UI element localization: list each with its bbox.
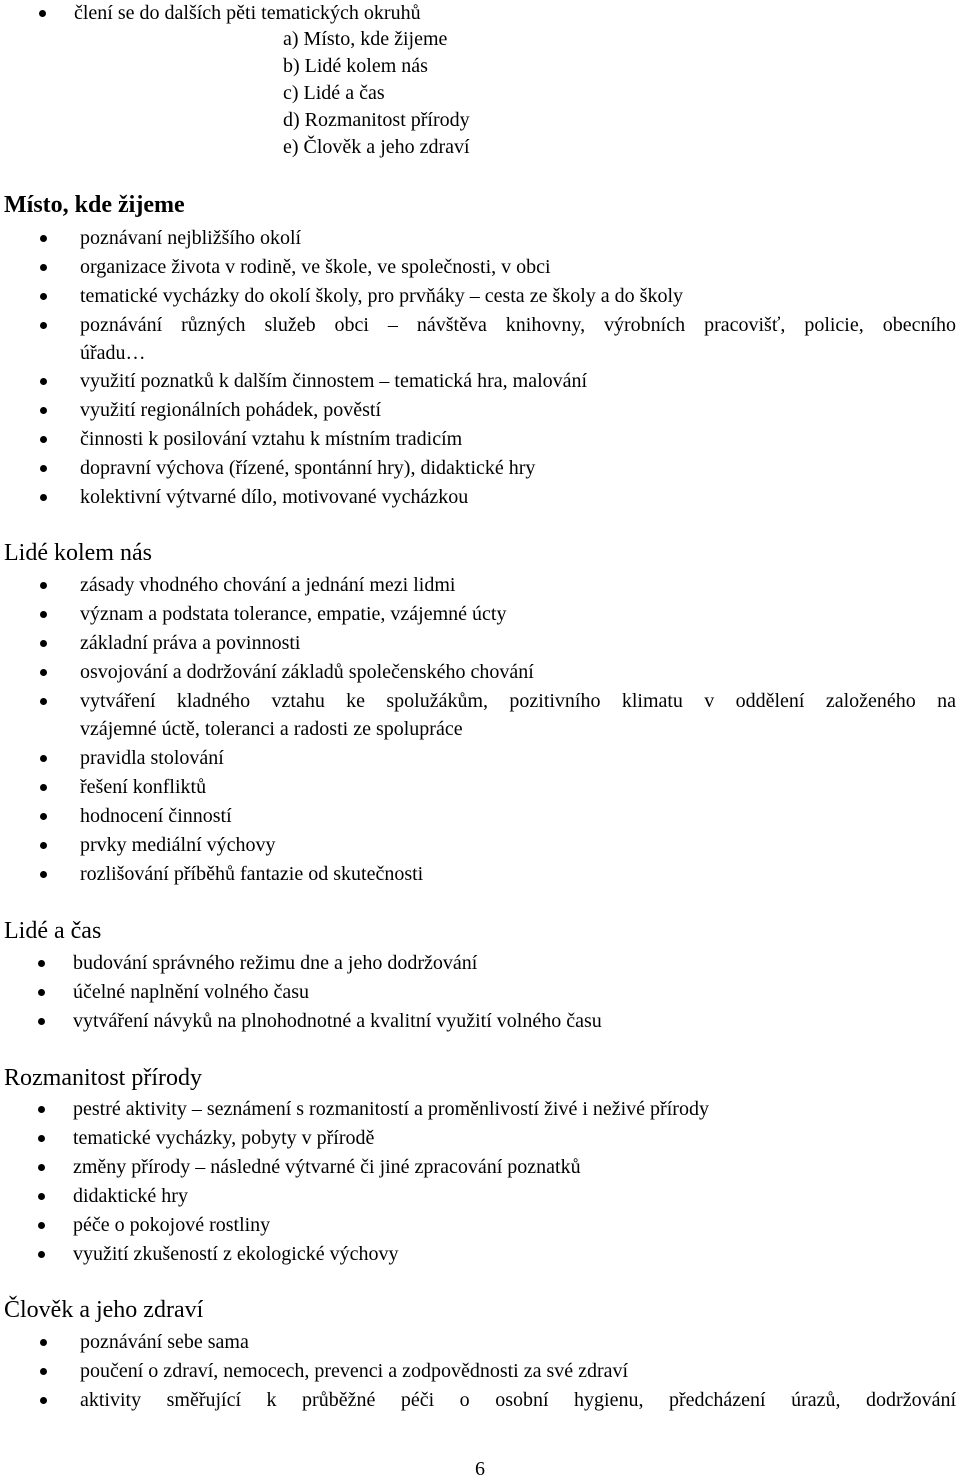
intro-sub-item: a) Místo, kde žijeme bbox=[283, 28, 448, 50]
bullet-icon bbox=[40, 235, 47, 242]
list-item-text: poznávání sebe sama bbox=[80, 1331, 249, 1353]
list-item-text: vytváření kladného vztahu ke spolužákům, pozitivního klimatu v oddělení založeného na bbox=[80, 690, 956, 712]
list-item-text: činnosti k posilování vztahu k místním tradicím bbox=[80, 428, 463, 450]
bullet-icon bbox=[40, 582, 47, 589]
intro-sub-item: d) Rozmanitost přírody bbox=[283, 109, 470, 131]
bullet-icon bbox=[40, 640, 47, 647]
bullet-icon bbox=[40, 378, 47, 385]
bullet-icon bbox=[38, 1018, 45, 1025]
section-heading: Místo, kde žijeme bbox=[4, 192, 185, 218]
list-item-text: změny přírody – následné výtvarné či jiné zpracování poznatků bbox=[73, 1156, 581, 1178]
bullet-icon bbox=[38, 1164, 45, 1171]
list-item-text: dopravní výchova (řízené, spontánní hry), didaktické hry bbox=[80, 457, 536, 479]
list-item-text: tematické vycházky do okolí školy, pro prvňáky – cesta ze školy a do školy bbox=[80, 285, 683, 307]
bullet-icon bbox=[40, 494, 47, 501]
bullet-icon bbox=[40, 784, 47, 791]
intro-sub-item: c) Lidé a čas bbox=[283, 82, 385, 104]
list-item-text: poznávání různých služeb obci – návštěva knihovny, výrobních pracovišť, policie, obecního bbox=[80, 314, 956, 336]
list-item-text: využití poznatků k dalším činnostem – tematická hra, malování bbox=[80, 370, 588, 392]
section-heading: Lidé a čas bbox=[4, 918, 102, 944]
bullet-icon bbox=[40, 813, 47, 820]
bullet-icon bbox=[40, 611, 47, 618]
list-item-text: zásady vhodného chování a jednání mezi lidmi bbox=[80, 574, 456, 596]
list-item-text: poznávaní nejbližšího okolí bbox=[80, 227, 302, 249]
bullet-icon bbox=[40, 871, 47, 878]
list-item-text: význam a podstata tolerance, empatie, vzájemné úcty bbox=[80, 603, 507, 625]
bullet-icon bbox=[39, 10, 46, 17]
list-item-text: vytváření návyků na plnohodnotné a kvalitní využití volného času bbox=[73, 1010, 602, 1032]
list-item-text: prvky mediální výchovy bbox=[80, 834, 276, 856]
bullet-icon bbox=[38, 960, 45, 967]
list-item-text: poučení o zdraví, nemocech, prevenci a zodpovědnosti za své zdraví bbox=[80, 1360, 629, 1382]
bullet-icon bbox=[38, 1106, 45, 1113]
bullet-icon bbox=[40, 293, 47, 300]
section-heading: Člověk a jeho zdraví bbox=[4, 1297, 204, 1323]
list-item-text: využití zkušeností z ekologické výchovy bbox=[73, 1243, 399, 1265]
bullet-icon bbox=[38, 1222, 45, 1229]
bullet-icon bbox=[40, 1397, 47, 1404]
page-number: 6 bbox=[475, 1458, 485, 1480]
list-item-text: tematické vycházky, pobyty v přírodě bbox=[73, 1127, 375, 1149]
section-heading: Lidé kolem nás bbox=[4, 540, 152, 566]
bullet-icon bbox=[40, 436, 47, 443]
bullet-icon bbox=[38, 1193, 45, 1200]
list-item-text: pravidla stolování bbox=[80, 747, 224, 769]
list-item-text: hodnocení činností bbox=[80, 805, 232, 827]
bullet-icon bbox=[40, 842, 47, 849]
list-item-text: pestré aktivity – seznámení s rozmanitostí a proměnlivostí živé i neživé přírody bbox=[73, 1098, 709, 1120]
list-item-text: využití regionálních pohádek, pověstí bbox=[80, 399, 382, 421]
list-item-text: účelné naplnění volného času bbox=[73, 981, 310, 1003]
bullet-icon bbox=[38, 1135, 45, 1142]
bullet-icon bbox=[40, 755, 47, 762]
list-item-text: kolektivní výtvarné dílo, motivované vycházkou bbox=[80, 486, 469, 508]
list-item-text: organizace života v rodině, ve škole, ve společnosti, v obci bbox=[80, 256, 551, 278]
bullet-icon bbox=[40, 407, 47, 414]
bullet-icon bbox=[40, 264, 47, 271]
list-item-text: osvojování a dodržování základů společenského chování bbox=[80, 661, 534, 683]
intro-text: člení se do dalších pěti tematických okruhů bbox=[74, 2, 421, 24]
list-item-text: didaktické hry bbox=[73, 1185, 188, 1207]
list-item-text: vzájemné úctě, toleranci a radosti ze spolupráce bbox=[80, 718, 463, 740]
list-item-text: péče o pokojové rostliny bbox=[73, 1214, 271, 1236]
intro-sub-item: b) Lidé kolem nás bbox=[283, 55, 428, 77]
list-item-text: základní práva a povinnosti bbox=[80, 632, 301, 654]
bullet-icon bbox=[40, 669, 47, 676]
bullet-icon bbox=[40, 322, 47, 329]
bullet-icon bbox=[40, 1368, 47, 1375]
list-item-text: rozlišování příběhů fantazie od skutečnosti bbox=[80, 863, 424, 885]
bullet-icon bbox=[40, 698, 47, 705]
intro-sub-item: e) Člověk a jeho zdraví bbox=[283, 136, 470, 158]
bullet-icon bbox=[40, 1339, 47, 1346]
section-heading: Rozmanitost přírody bbox=[4, 1065, 202, 1091]
bullet-icon bbox=[38, 989, 45, 996]
list-item-text: budování správného režimu dne a jeho dodržování bbox=[73, 952, 478, 974]
list-item-text: řešení konfliktů bbox=[80, 776, 207, 798]
list-item-text: aktivity směřující k průběžné péči o osobní hygienu, předcházení úrazů, dodržování bbox=[80, 1389, 956, 1411]
bullet-icon bbox=[40, 465, 47, 472]
bullet-icon bbox=[38, 1251, 45, 1258]
list-item-text: úřadu… bbox=[80, 342, 146, 364]
